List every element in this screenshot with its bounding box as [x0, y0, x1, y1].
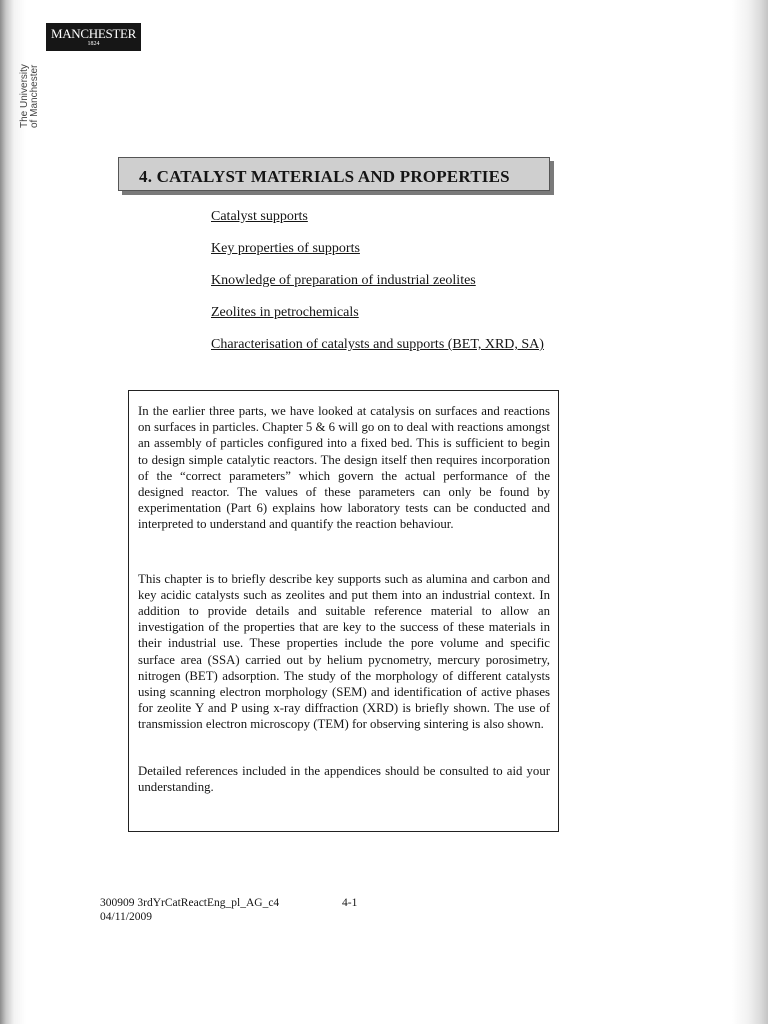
logo-year: 1824	[87, 41, 100, 47]
introduction-box	[128, 390, 559, 832]
intro-paragraph-1: In the earlier three parts, we have looked at catalysis on surfaces and reactions on surfaces in particles. Chapter 5 & 6 will go on to deal with reactions amongst an assembly of particles configured into a fixed bed. This is sufficient to begin to design simple catalytic reactors. The design itself then requires incorporation of the “correct parameters” which govern the actual performance of the designed reactor. The values of these parameters can only be found by experimentation (Part 6) explains how laboratory tests can be conducted and interpreted to understand and quantify the reaction behaviour.	[138, 404, 550, 532]
university-name-vertical	[20, 64, 40, 128]
topic-item-key-properties[interactable]: Key properties of supports	[211, 241, 360, 256]
topic-item-catalyst-supports[interactable]: Catalyst supports	[211, 209, 308, 224]
topic-item-characterisation[interactable]: Characterisation of catalysts and supports (BET, XRD, SA)	[211, 337, 544, 352]
footer-doc-code: 300909 3rdYrCatReactEng_pl_AG_c4	[100, 897, 280, 909]
intro-paragraph-3: Detailed references included in the appendices should be consulted to aid your understanding.	[138, 763, 550, 794]
university-logo	[46, 23, 141, 51]
section-heading-bar	[118, 157, 550, 191]
page-number: 4-1	[342, 897, 358, 909]
topic-item-zeolites-petrochemicals[interactable]: Zeolites in petrochemicals	[211, 305, 359, 320]
footer-date: 04/11/2009	[100, 911, 152, 923]
topic-item-zeolite-preparation[interactable]: Knowledge of preparation of industrial zeolites	[211, 273, 476, 288]
topic-list	[211, 206, 544, 366]
intro-paragraph-2: This chapter is to briefly describe key supports such as alumina and carbon and key acidic catalysts such as zeolites and put them into an industrial context. In addition to provide details and suitable reference material to allow an investigation of the properties that are key to the success of these materials in their industrial use. These properties include the pore volume and specific surface area (SSA) carried out by helium pycnometry, mercury porosimetry, nitrogen (BET) adsorption. The study of the morphology of different catalysts using scanning electron morphology (SEM) and identification of active phases for zeolite Y and P using x-ray diffraction (XRD) is briefly shown. The use of transmission electron microscopy (TEM) for observing sintering is also shown.	[138, 571, 550, 732]
logo-wordmark: MANCHESTER	[50, 26, 137, 41]
section-heading: 4. CATALYST MATERIALS AND PROPERTIES	[139, 167, 510, 186]
university-name-line2: of Manchester	[29, 64, 40, 128]
university-name-line1: The University	[19, 64, 30, 128]
footer-info	[100, 896, 279, 924]
